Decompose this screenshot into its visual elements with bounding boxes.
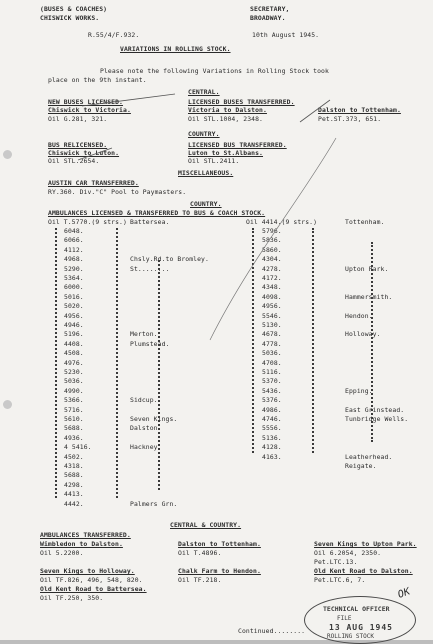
misc-item-text: RY.360. Div."C" Pool to Paymasters. (48, 188, 187, 196)
col1-place: Palmers Grn. (130, 499, 178, 508)
col1-fleet-number: 4298. (64, 480, 84, 489)
cc-a-route: Wimbledon to Dalston. (40, 540, 123, 548)
reference-number: R.55/4/F.932. (88, 31, 140, 39)
col2-place: Holloway. (345, 330, 381, 339)
cc-f-fleet: Oil TF.250, 350. (40, 594, 104, 602)
country-new-buses-fleet: Oil STL.2654. (48, 157, 100, 165)
col2-fleet-number: 4956. (262, 302, 282, 311)
central-heading: CENTRAL. (188, 88, 220, 96)
cc-heading: CENTRAL & COUNTRY. (170, 521, 242, 529)
col2-place: East Grinstead. (345, 405, 405, 414)
col2-fleet-number: 5796. (262, 227, 282, 235)
col1-place: Seven Kings. (130, 415, 178, 423)
continued-note: Continued........ (238, 627, 306, 635)
stamp-line2: FILE (337, 615, 352, 622)
col1-fleet-number: 5610. (64, 415, 84, 423)
col2-fleet-number: 4986. (262, 405, 282, 414)
col1-fleet-number: 5230. (64, 368, 84, 376)
cc-d-fleet: Oil TF.826, 496, 548, 820. (40, 576, 143, 584)
col1-fleet-number: 4946. (64, 321, 84, 329)
col1-fleet-number: 5290. (64, 264, 84, 273)
col1-fleet-number: 5688. (64, 471, 84, 480)
col2-head: Oil 4414.(9 strs.) (246, 218, 318, 226)
col2-fleet-number: 5860. (262, 245, 282, 254)
cc-c-fleet: Oil 6.2054, 2350. (314, 549, 382, 557)
col2-fleet-number: 5116. (262, 368, 282, 376)
cc-c-route: Seven Kings to Upton Park. (314, 540, 417, 548)
col1-head: Oil T.5770.(9 strs.) (48, 218, 127, 226)
col1-place: Chsly.Rd.to Bromley. (130, 255, 209, 264)
country-heading: COUNTRY. (188, 130, 220, 138)
cc-g-route: Old Kent Road to Dalston. (314, 567, 413, 575)
col2-fleet-number: 4163. (262, 452, 282, 461)
header-right-line2: BROADWAY. (250, 14, 286, 22)
col1-fleet-number: 4 5416. (64, 443, 92, 452)
col1-fleet-number: 5196. (64, 330, 84, 339)
col1-fleet-number: 6000. (64, 283, 84, 292)
col2-place: Hammersmith. (345, 292, 393, 301)
col2-place: Epping. (345, 386, 373, 395)
col2-fleet-number: 4278. (262, 264, 282, 273)
col1-head-place: Battersea. (130, 218, 170, 226)
col1-fleet-number: 4976. (64, 358, 84, 367)
col2-fleet-number: 5436. (262, 386, 282, 395)
col2-fleet-number: 5376. (262, 396, 282, 405)
col1-fleet-number: 4318. (64, 462, 84, 470)
central-transferred-title: LICENSED BUSES TRANSFERRED. (188, 98, 295, 106)
col1-fleet-number: 4413. (64, 490, 84, 499)
col1-fleet-number: 5364. (64, 274, 84, 282)
cc-e-fleet: Oil TF.218. (178, 576, 222, 584)
col2-fleet-number: 4746. (262, 415, 282, 423)
col1-place: Merton. (130, 330, 158, 339)
country-new-buses-title: BUS RELICENSED. (48, 141, 108, 149)
col1-fleet-number: 5036. (64, 377, 84, 386)
col1-fleet-number: 4508. (64, 349, 84, 358)
col2-fleet-number: 4128. (262, 443, 282, 452)
central-transferred-fleet: Oil STL.1004, 2348. (188, 115, 264, 123)
central-new-buses-route: Chiswick to Victoria. (48, 106, 131, 114)
col1-place: Dalston. (130, 424, 162, 433)
cc-e-route: Chalk Farm to Hendon. (178, 567, 261, 575)
cc-d-route: Seven Kings to Holloway. (40, 567, 135, 575)
stamp-line1: TECHNICAL OFFICER (323, 605, 390, 613)
country2-title: AMBULANCES LICENSED & TRANSFERRED TO BUS & COACH STOCK. (48, 209, 266, 217)
central-transferred2-route: Dalston to Tottenham. (318, 106, 401, 114)
col1-place: Plumstead. (130, 339, 170, 348)
cc-b-route: Dalston to Tottenham. (178, 540, 261, 548)
country2-heading: COUNTRY. (190, 200, 222, 208)
central-transferred2-fleet: Pet.ST.373, 651. (318, 115, 382, 123)
col2-fleet-number: 4678. (262, 330, 282, 339)
col1-fleet-number: 5688. (64, 424, 84, 433)
cc-g-fleet: Pet.LTC.6, 7. (314, 576, 366, 584)
country-new-buses-route: Chiswick to Luton. (48, 149, 120, 157)
col2-fleet-number: 4348. (262, 283, 282, 292)
col2-place: Reigate. (345, 462, 377, 470)
country-transferred-title: LICENSED BUS TRANSFERRED. (188, 141, 287, 149)
col1-place: St........ (130, 264, 170, 273)
document-date: 10th August 1945. (252, 31, 320, 39)
stamp-line3: 13 AUG 1945 (329, 623, 393, 632)
col2-place: Leatherhead. (345, 452, 393, 461)
cc-f-route: Old Kent Road to Battersea. (40, 585, 147, 593)
central-new-buses-fleet: Oil G.281, 321. (48, 115, 108, 123)
col2-head-place: Tottenham. (345, 218, 385, 226)
col2-place: Tunbridge Wells. (345, 415, 409, 423)
cc-a-fleet: Oil 5.2200. (40, 549, 84, 557)
col1-fleet-number: 4408. (64, 339, 84, 348)
col2-fleet-number: 5130. (262, 321, 282, 329)
col1-fleet-number: 4936. (64, 433, 84, 442)
intro-line1: Please note the following Variations in Rolling Stock took (100, 67, 329, 75)
cc-title: AMBULANCES TRANSFERRED. (40, 531, 131, 539)
col1-fleet-number: 6048. (64, 227, 84, 235)
col2-fleet-number: 4304. (262, 255, 282, 264)
handwritten-ok: OK (396, 586, 412, 601)
misc-item-title: AUSTIN CAR TRANSFERRED. (48, 179, 139, 187)
misc-heading: MISCELLANEOUS. (178, 169, 234, 177)
col1-fleet-number: 4956. (64, 311, 84, 320)
col1-fleet-number: 6066. (64, 236, 84, 245)
document-title: VARIATIONS IN ROLLING STOCK. (120, 45, 231, 53)
col2-fleet-number: 5136. (262, 433, 282, 442)
col1-place: Hackney. (130, 443, 162, 452)
col2-fleet-number: 5370. (262, 377, 282, 386)
stamp-line4: ROLLING STOCK (327, 633, 374, 640)
col2-fleet-number: 5556. (262, 424, 282, 433)
col2-fleet-number: 5546. (262, 311, 282, 320)
col1-fleet-number: 4968. (64, 255, 84, 264)
country-transferred-route: Luton to St.Albans. (188, 149, 264, 157)
cc-b-fleet: Oil T.4896. (178, 549, 222, 557)
col2-place: Upton Park. (345, 264, 389, 273)
col1-fleet-number: 4442. (64, 499, 84, 508)
col1-place: Sidcup. (130, 396, 158, 405)
col2-fleet-number: 4778. (262, 339, 282, 348)
intro-line2: place on the 9th instant. (48, 76, 147, 84)
col1-fleet-number: 4502. (64, 452, 84, 461)
col1-fleet-number: 5366. (64, 396, 84, 405)
col1-fleet-number: 4990. (64, 386, 84, 395)
col1-fleet-number: 5016. (64, 292, 84, 301)
col1-fleet-number: 5716. (64, 405, 84, 414)
header-right-line1: SECRETARY, (250, 5, 290, 13)
col2-fleet-number: 4098. (262, 292, 282, 301)
cc-h-fleet: Pet.LTC.13. (314, 558, 358, 566)
col2-fleet-number: 4172. (262, 274, 282, 282)
col1-fleet-number: 4112. (64, 245, 84, 254)
header-left-line1: (BUSES & COACHES) (40, 5, 108, 13)
central-transferred-route: Victoria to Dalston. (188, 106, 267, 114)
header-left-line2: CHISWICK WORKS. (40, 14, 100, 22)
central-new-buses-title: NEW BUSES LICENSED. (48, 98, 124, 106)
col1-fleet-number: 5020. (64, 302, 84, 311)
col2-fleet-number: 4708. (262, 358, 282, 367)
col2-place: Hendon. (345, 311, 373, 320)
col2-fleet-number: 5036. (262, 349, 282, 358)
col2-fleet-number: 5836. (262, 236, 282, 245)
country-transferred-fleet: Oil STL.2411. (188, 157, 240, 165)
